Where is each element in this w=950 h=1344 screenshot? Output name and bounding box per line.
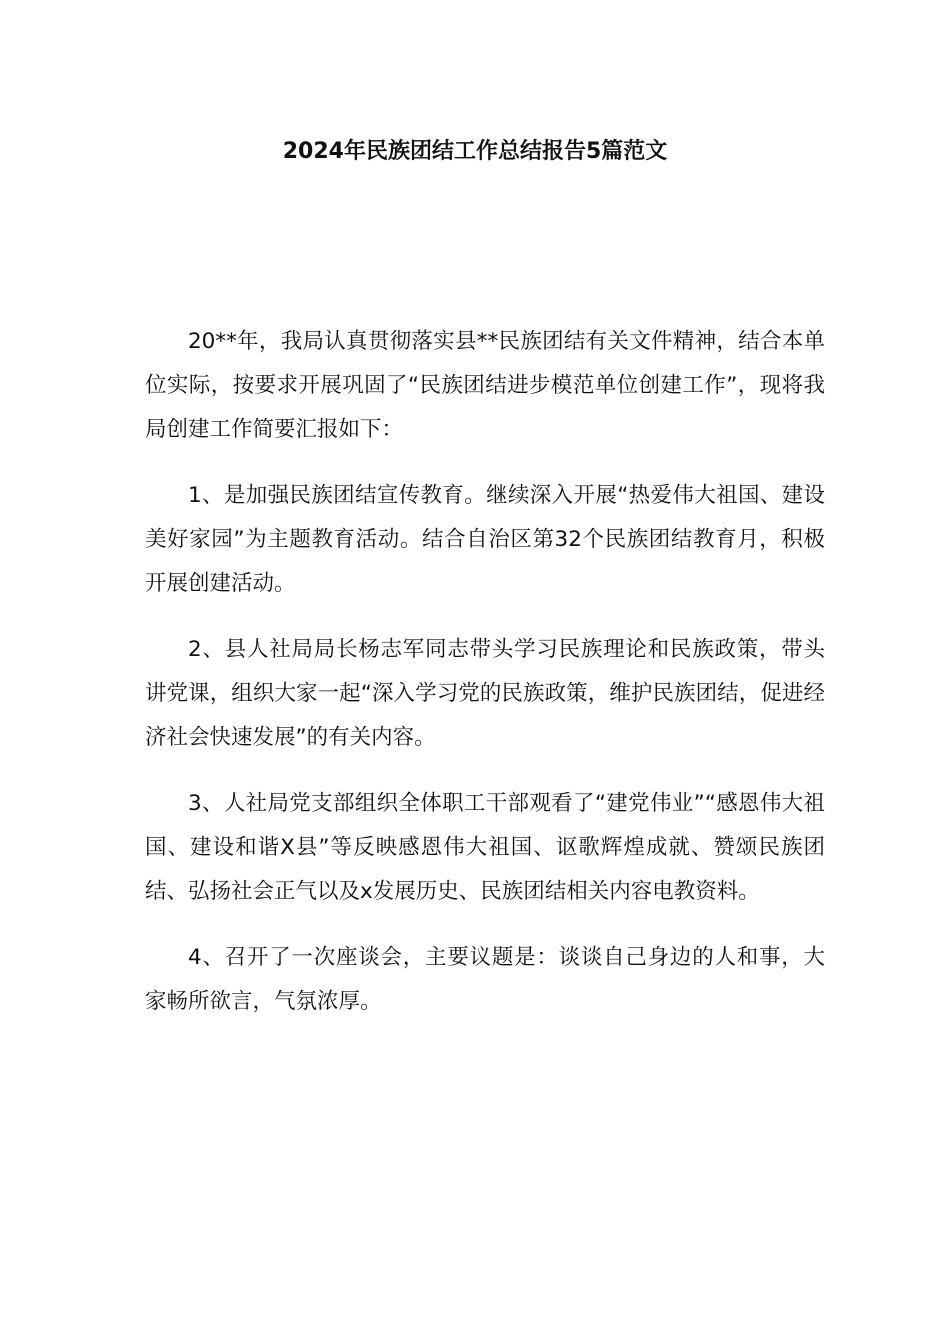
paragraph-item-3: 3、人社局党支部组织全体职工干部观看了“建党伟业”“感恩伟大祖国、建设和谐X县”等反映感恩伟大祖国、讴歌辉煌成就、赞颂民族团结、弘扬社会正气以及x发展历史、民族团结相关内容电教资料。	[145, 791, 825, 904]
document-title: 2024年民族团结工作总结报告5篇范文	[282, 139, 668, 164]
document-body	[145, 320, 825, 1046]
paragraph-item-2: 2、县人社局局长杨志军同志带头学习民族理论和民族政策，带头讲党课，组织大家一起“深入学习党的民族政策，维护民族团结，促进经济社会快速发展”的有关内容。	[145, 637, 825, 750]
paragraph-item-4: 4、召开了一次座谈会，主要议题是：谈谈自己身边的人和事，大家畅所欲言，气氛浓厚。	[145, 945, 825, 1014]
paragraph-intro: 20**年，我局认真贯彻落实县**民族团结有关文件精神，结合本单位实际，按要求开展巩固了“民族团结进步模范单位创建工作”，现将我局创建工作简要汇报如下：	[145, 329, 825, 442]
paragraph-item-1: 1、是加强民族团结宣传教育。继续深入开展“热爱伟大祖国、建设美好家园”为主题教育活动。结合自治区第32个民族团结教育月，积极开展创建活动。	[145, 483, 825, 596]
